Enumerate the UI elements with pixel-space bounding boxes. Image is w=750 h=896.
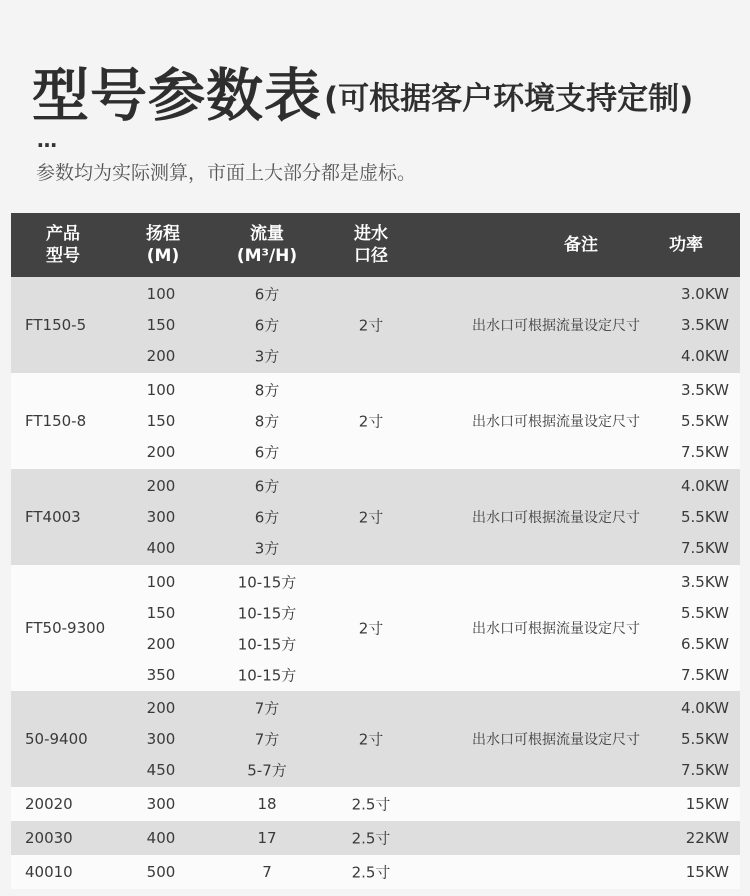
table-row-group — [11, 821, 740, 855]
head-cell-text: 100 — [146, 381, 176, 399]
flow-cell-text: 6方 — [254, 316, 280, 335]
flow-cell-text: 7方 — [254, 730, 280, 749]
head-cell-text: 200 — [146, 347, 176, 365]
inlet-cell-text: 2寸 — [358, 412, 384, 431]
head-cell-text: 200 — [146, 477, 176, 495]
power-cell: 22KW — [685, 829, 729, 847]
model-cell: 20020 — [25, 795, 73, 813]
flow-cell-text: 7方 — [254, 699, 280, 718]
flow-cell-text: 7 — [262, 863, 272, 881]
model-cell: FT50-9300 — [25, 619, 106, 637]
model-cell: 40010 — [25, 863, 73, 881]
table-header — [11, 213, 740, 277]
page-subtitle: 参数均为实际测算，市面上大部分都是虚标。 — [36, 162, 417, 184]
power-cell: 7.5KW — [681, 443, 729, 461]
head-cell-text: 400 — [146, 539, 176, 557]
table-row-group — [11, 787, 740, 821]
head-cell-text: 450 — [146, 761, 176, 779]
model-cell: 20030 — [25, 829, 73, 847]
power-cell: 3.5KW — [681, 572, 729, 591]
head-cell-text: 150 — [146, 316, 176, 334]
head-cell-text: 400 — [146, 829, 176, 847]
head-cell-text: 300 — [146, 730, 176, 748]
page-title-note: (可根据客户环境支持定制) — [324, 81, 694, 117]
header-head — [135, 213, 191, 277]
head-cell-text: 100 — [146, 285, 176, 303]
head-cell-text: 300 — [146, 795, 176, 813]
model-cell: 50-9400 — [25, 730, 88, 748]
head-cell-text: 200 — [146, 634, 176, 653]
flow-cell-text: 5-7方 — [247, 761, 287, 780]
header-inlet-line1: 进水 — [354, 224, 388, 244]
power-cell: 7.5KW — [681, 761, 729, 779]
inlet-cell-text: 2寸 — [358, 316, 384, 335]
power-cell: 6.5KW — [681, 634, 729, 653]
table-row-group — [11, 277, 740, 373]
power-cell: 3.0KW — [681, 285, 729, 303]
flow-cell-text: 6方 — [254, 285, 280, 304]
power-cell: 4.0KW — [681, 699, 729, 717]
header-head-line1: 扬程 — [146, 224, 180, 244]
header-model — [33, 213, 93, 277]
inlet-cell-text: 2寸 — [358, 619, 384, 638]
power-cell: 7.5KW — [681, 665, 729, 684]
flow-cell-text: 6方 — [254, 477, 280, 496]
inlet-cell-text: 2.5寸 — [351, 795, 391, 814]
flow-cell-text: 3方 — [254, 539, 280, 558]
table-row-group — [11, 565, 740, 691]
title-dots: … — [37, 128, 58, 152]
note-cell-text: 出水口可根据流量设定尺寸 — [472, 732, 640, 748]
power-cell: 4.0KW — [681, 347, 729, 365]
flow-cell-text: 8方 — [254, 381, 280, 400]
power-cell: 3.5KW — [681, 381, 729, 399]
header-model-line2: 型号 — [46, 246, 80, 266]
flow-cell-text: 3方 — [254, 347, 280, 366]
note-cell-text: 出水口可根据流量设定尺寸 — [472, 510, 640, 526]
head-cell-text: 200 — [146, 443, 176, 461]
flow-cell-text: 18 — [257, 795, 277, 813]
flow-cell-text: 10-15方 — [237, 635, 297, 653]
power-cell: 3.5KW — [681, 316, 729, 334]
header-power-label: 功率 — [669, 235, 703, 255]
power-cell: 7.5KW — [681, 539, 729, 557]
header-note-label: 备注 — [564, 235, 598, 255]
page-title-row — [32, 58, 693, 128]
table-row-group — [11, 469, 740, 565]
note-cell-text: 出水口可根据流量设定尺寸 — [472, 621, 640, 637]
header-power — [651, 213, 721, 277]
head-cell-text: 300 — [146, 508, 176, 526]
flow-cell-text: 6方 — [254, 508, 280, 527]
flow-cell-text: 17 — [257, 829, 277, 847]
note-cell-text: 出水口可根据流量设定尺寸 — [472, 318, 640, 334]
table-body — [11, 277, 740, 889]
note-cell-text: 出水口可根据流量设定尺寸 — [472, 414, 640, 430]
power-cell: 5.5KW — [681, 412, 729, 430]
header-flow-line2: (M³/H) — [236, 246, 298, 266]
model-cell: FT4003 — [25, 508, 81, 526]
inlet-cell-text: 2寸 — [358, 730, 384, 749]
header-flow — [227, 213, 307, 277]
header-head-line2: (M) — [146, 246, 180, 266]
header-flow-line1: 流量 — [250, 224, 284, 244]
power-cell: 15KW — [685, 863, 729, 881]
head-cell-text: 350 — [146, 665, 176, 684]
power-cell: 5.5KW — [681, 603, 729, 622]
header-model-line1: 产品 — [46, 224, 80, 244]
table-row-group — [11, 691, 740, 787]
inlet-cell-text: 2.5寸 — [351, 863, 391, 882]
header-note — [541, 213, 621, 277]
inlet-cell-text: 2寸 — [358, 508, 384, 527]
head-cell-text: 150 — [146, 412, 176, 430]
table-row-group — [11, 855, 740, 889]
flow-cell-text: 10-15方 — [237, 573, 297, 591]
flow-cell-text: 6方 — [254, 443, 280, 462]
power-cell: 5.5KW — [681, 508, 729, 526]
header-inlet — [343, 213, 399, 277]
model-cell: FT150-8 — [25, 412, 87, 430]
power-cell: 5.5KW — [681, 730, 729, 748]
power-cell: 4.0KW — [681, 477, 729, 495]
head-cell-text: 500 — [146, 863, 176, 881]
parameter-table — [11, 213, 740, 889]
flow-cell-text: 10-15方 — [237, 604, 297, 622]
power-cell: 15KW — [685, 795, 729, 813]
head-cell-text: 100 — [146, 572, 176, 591]
flow-cell-text: 10-15方 — [237, 666, 297, 684]
table-row-group — [11, 373, 740, 469]
header-inlet-line2: 口径 — [354, 246, 388, 266]
flow-cell-text: 8方 — [254, 412, 280, 431]
inlet-cell-text: 2.5寸 — [351, 829, 391, 848]
head-cell-text: 200 — [146, 699, 176, 717]
page-title: 型号参数表 — [32, 63, 322, 129]
head-cell-text: 150 — [146, 603, 176, 622]
model-cell: FT150-5 — [25, 316, 87, 334]
